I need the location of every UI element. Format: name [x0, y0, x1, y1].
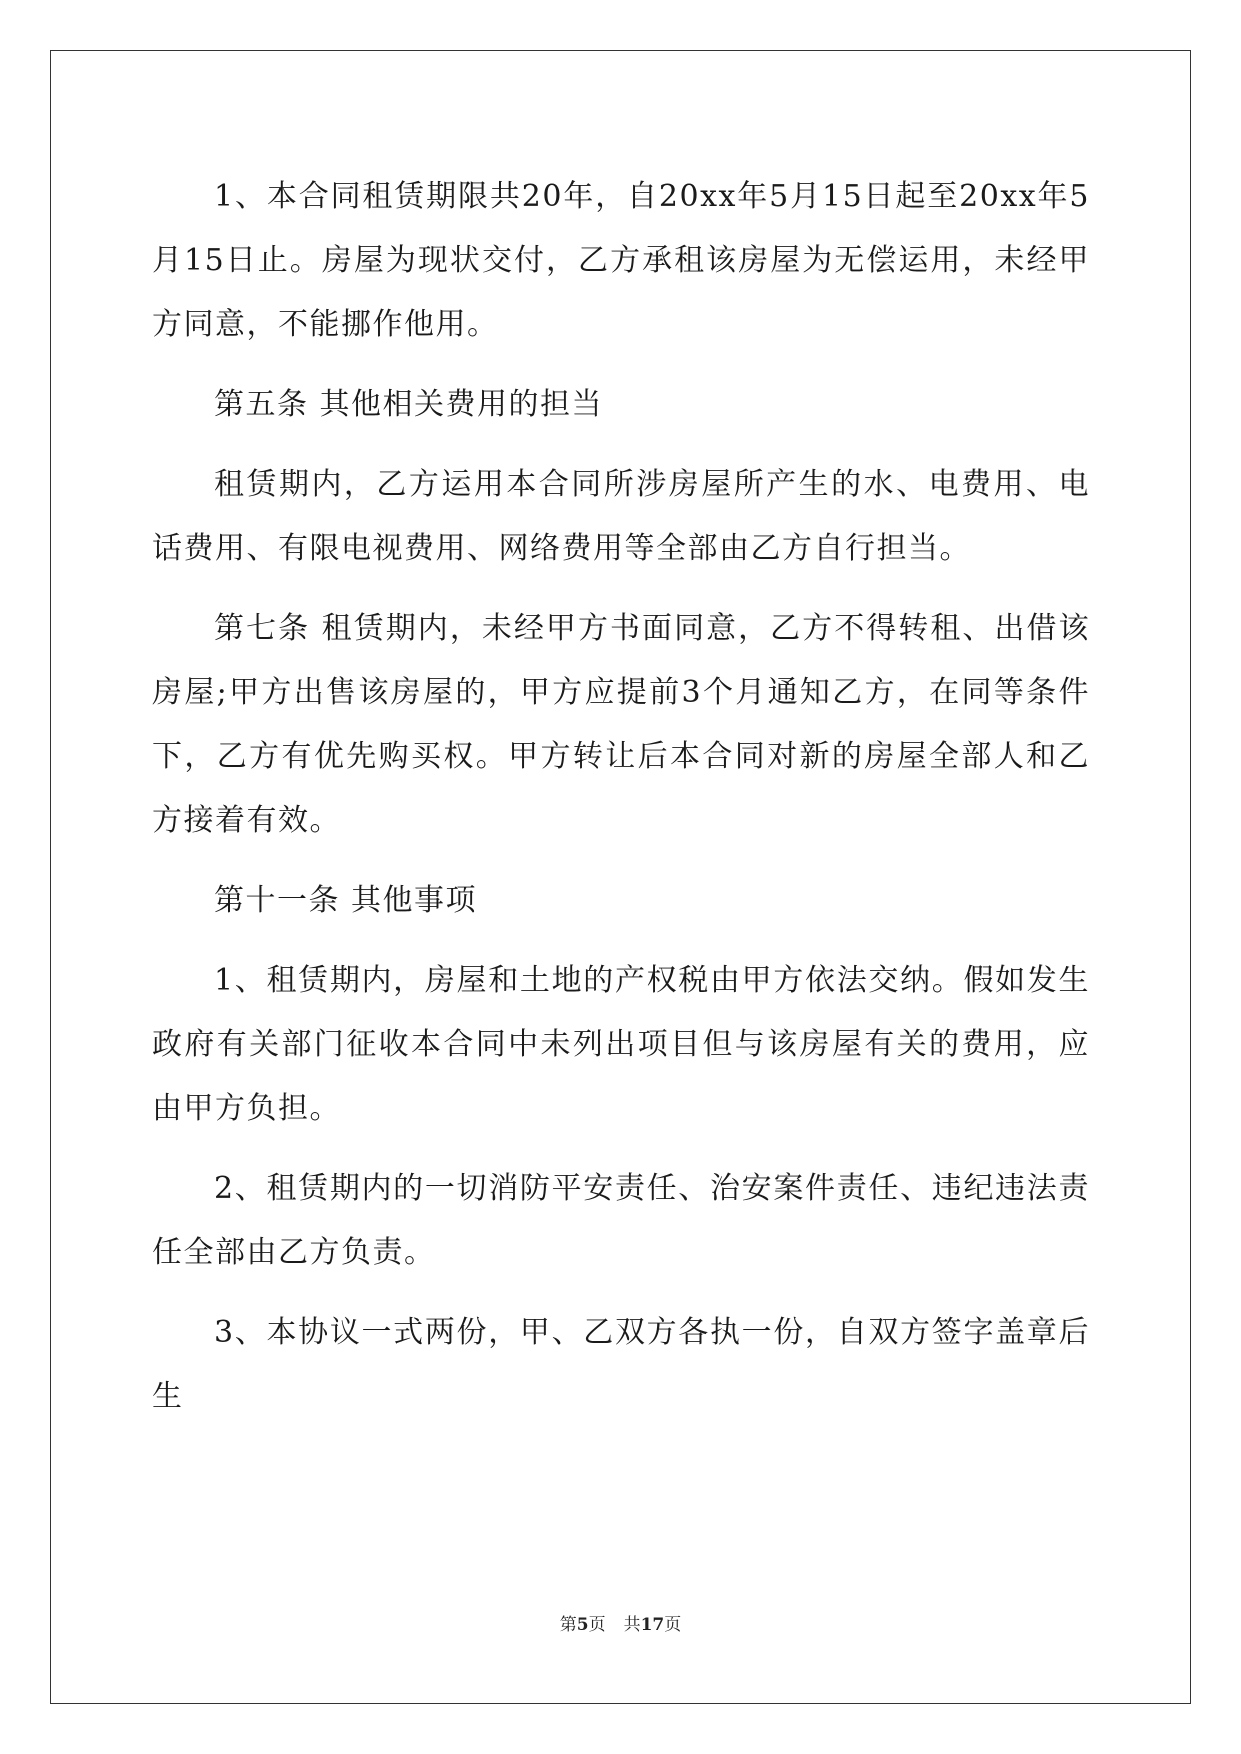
- heading-article-5: 第五条 其他相关费用的担当: [214, 387, 604, 422]
- page-prefix: 第: [559, 1615, 577, 1635]
- paragraph-expenses: 租赁期内，乙方运用本合同所涉房屋所产生的水、电费用、电话费用、有限电视费用、网络费用等全部由乙方自行担当。: [152, 467, 1090, 566]
- total-suffix: 页: [664, 1615, 682, 1635]
- heading-article-11: 第十一条 其他事项: [214, 883, 478, 918]
- page-footer: [0, 1610, 1241, 1635]
- paragraph-item-2: 2、租赁期内的一切消防平安责任、治安案件责任、违纪违法责任全部由乙方负责。: [152, 1171, 1090, 1270]
- paragraph-article-7: 第七条 租赁期内，未经甲方书面同意，乙方不得转租、出借该房屋;甲方出售该房屋的，甲方应提前3个月通知乙方，在同等条件下，乙方有优先购买权。甲方转让后本合同对新的房屋全部人和乙方接着有效。: [152, 611, 1090, 838]
- document-body: [152, 165, 1090, 1445]
- paragraph-lease-term: 1、本合同租赁期限共20年，自20xx年5月15日起至20xx年5月15日止。房屋为现状交付，乙方承租该房屋为无偿运用，未经甲方同意，不能挪作他用。: [152, 179, 1090, 342]
- paragraph-item-1: 1、租赁期内，房屋和土地的产权税由甲方依法交纳。假如发生政府有关部门征收本合同中未列出项目但与该房屋有关的费用，应由甲方负担。: [152, 963, 1090, 1126]
- page-current: 5: [576, 1615, 589, 1635]
- page-label: 页: [588, 1615, 606, 1635]
- page-total: 17: [640, 1615, 665, 1635]
- total-prefix: 共: [623, 1615, 641, 1635]
- paragraph-item-3: 3、本协议一式两份，甲、乙双方各执一份，自双方签字盖章后生: [152, 1315, 1090, 1414]
